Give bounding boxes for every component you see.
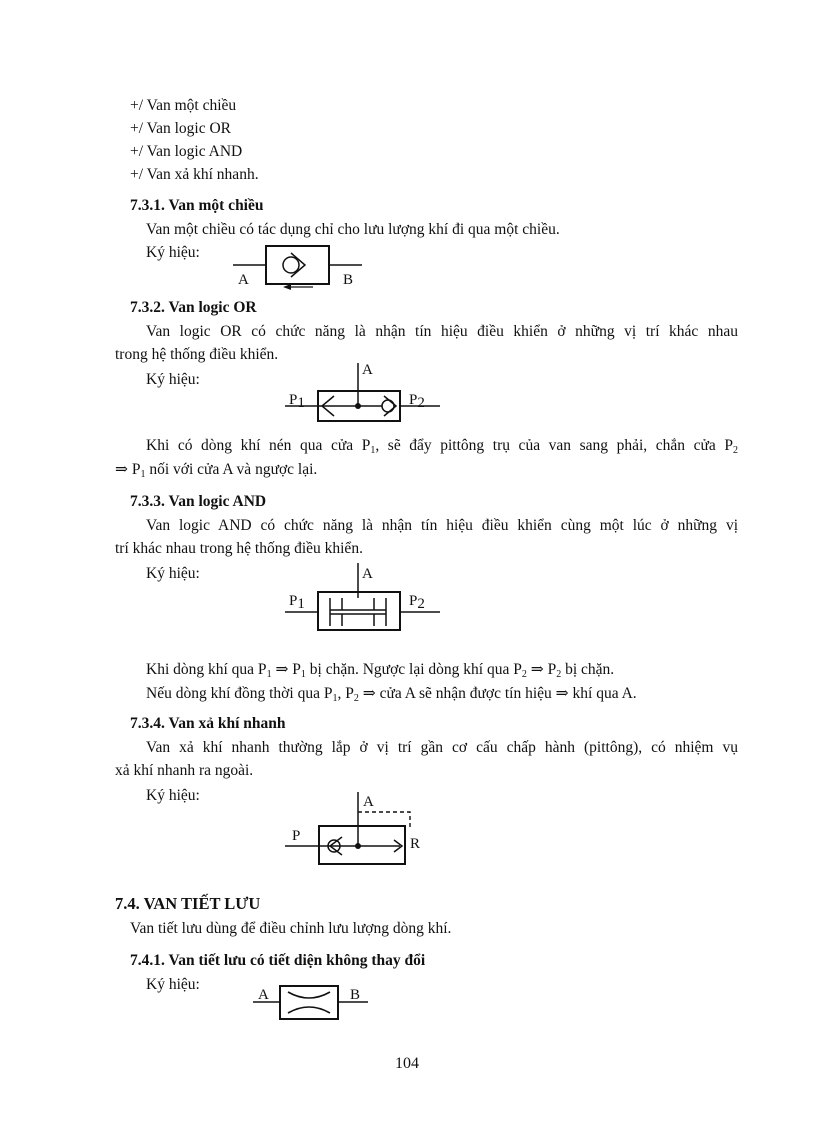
port-p1-subscript: 1 xyxy=(297,395,305,411)
port-a-label: A xyxy=(238,272,249,288)
text-run: ⇒ P xyxy=(271,661,301,678)
text-run: nối với cửa A và ngược lại. xyxy=(145,461,318,478)
list-item: +/ Van logic OR xyxy=(130,120,232,137)
symbol-label: Ký hiệu: xyxy=(146,371,200,388)
subscript: 1 xyxy=(140,469,146,480)
text-run: Khi dòng khí qua P xyxy=(146,661,267,678)
paragraph-line: Van xả khí nhanh thường lắp ở vị trí gần cơ cấu chấp hành (pittông), có nhiệm vụ xyxy=(146,739,738,756)
text-run: bị chặn. Ngược lại dòng khí qua P xyxy=(305,661,522,678)
subscript: 2 xyxy=(521,669,527,680)
subscript: 2 xyxy=(353,693,359,704)
symbol-label: Ký hiệu: xyxy=(146,976,200,993)
symbol-label: Ký hiệu: xyxy=(146,244,200,261)
port-b-label: B xyxy=(350,987,361,1003)
paragraph: Van một chiều có tác dụng chỉ cho lưu lượng khí đi qua một chiều. xyxy=(146,221,560,238)
section-heading-7-3-2: 7.3.2. Van logic OR xyxy=(130,299,257,316)
paragraph-line xyxy=(146,684,637,704)
logic-or-valve-symbol xyxy=(280,360,450,430)
section-heading-7-3-1: 7.3.1. Van một chiều xyxy=(130,197,264,214)
port-a-label: A xyxy=(362,566,373,582)
port-p2-label: P xyxy=(409,593,418,609)
subscript: 1 xyxy=(300,669,306,680)
symbol-label: Ký hiệu: xyxy=(146,565,200,582)
text-run: Khi có dòng khí nén qua cửa P xyxy=(146,437,371,454)
paragraph-line xyxy=(146,660,614,680)
section-heading-7-3-4: 7.3.4. Van xả khí nhanh xyxy=(130,715,286,732)
text-run: ⇒ cửa A sẽ nhận được tín hiệu ⇒ khí qua A. xyxy=(358,685,637,702)
svg-text:P2 xyxy=(409,392,425,411)
svg-text:P1 xyxy=(289,392,305,411)
paragraph-line: trong hệ thống điều khiển. xyxy=(115,346,279,363)
text-run: , sẽ đẩy pittông trụ của van sang phải, chắn cửa P xyxy=(375,437,733,454)
subscript: 1 xyxy=(266,669,272,680)
paragraph-line xyxy=(146,436,738,456)
port-a-label: A xyxy=(362,362,373,378)
text-run: Nếu dòng khí đồng thời qua P xyxy=(146,685,333,702)
fixed-throttle-valve-symbol xyxy=(250,982,375,1024)
logic-and-valve-symbol xyxy=(280,560,450,640)
list-item: +/ Van logic AND xyxy=(130,143,243,160)
port-a-label: A xyxy=(258,987,269,1003)
port-p2-label: P xyxy=(409,392,418,408)
subscript: 2 xyxy=(732,445,738,456)
text-run: ⇒ P xyxy=(526,661,557,678)
port-p1-label: P xyxy=(289,593,298,609)
quick-exhaust-valve-symbol xyxy=(282,784,442,870)
page-number: 104 xyxy=(395,1055,419,1072)
port-p1-subscript: 1 xyxy=(297,596,305,612)
paragraph-line: trí khác nhau trong hệ thống điều khiển. xyxy=(115,540,363,557)
paragraph-line: xả khí nhanh ra ngoài. xyxy=(115,762,254,779)
text-run: bị chặn. xyxy=(561,661,615,678)
list-item: +/ Van xả khí nhanh. xyxy=(130,166,259,183)
port-p1-label: P xyxy=(289,392,298,408)
subscript: 1 xyxy=(332,693,338,704)
port-a-label: A xyxy=(363,794,374,810)
subscript: 2 xyxy=(556,669,562,680)
paragraph-line xyxy=(115,460,317,480)
section-heading-7-4-1: 7.4.1. Van tiết lưu có tiết diện không thay đổi xyxy=(130,952,426,969)
list-item: +/ Van một chiều xyxy=(130,97,237,114)
text-run: , P xyxy=(337,685,354,702)
port-p-label: P xyxy=(292,828,301,844)
paragraph-line: Van logic OR có chức năng là nhận tín hiệu điều khiển ở những vị trí khác nhau xyxy=(146,323,738,340)
subscript: 1 xyxy=(370,445,376,456)
port-b-label: B xyxy=(343,272,354,288)
port-p2-subscript: 2 xyxy=(417,596,425,612)
paragraph: Van tiết lưu dùng để điều chỉnh lưu lượng dòng khí. xyxy=(130,920,452,937)
section-heading-7-4: 7.4. VAN TIẾT LƯU xyxy=(115,894,261,913)
text-run: ⇒ P xyxy=(115,461,141,478)
section-heading-7-3-3: 7.3.3. Van logic AND xyxy=(130,493,267,510)
check-valve-symbol xyxy=(228,240,368,296)
paragraph-line: Van logic AND có chức năng là nhận tín hiệu điều khiển cùng một lúc ở những vị xyxy=(146,517,738,534)
symbol-label: Ký hiệu: xyxy=(146,787,200,804)
port-p2-subscript: 2 xyxy=(417,395,425,411)
svg-text:P1 xyxy=(289,593,305,612)
port-r-label: R xyxy=(410,836,421,852)
svg-text:P2 xyxy=(409,593,425,612)
